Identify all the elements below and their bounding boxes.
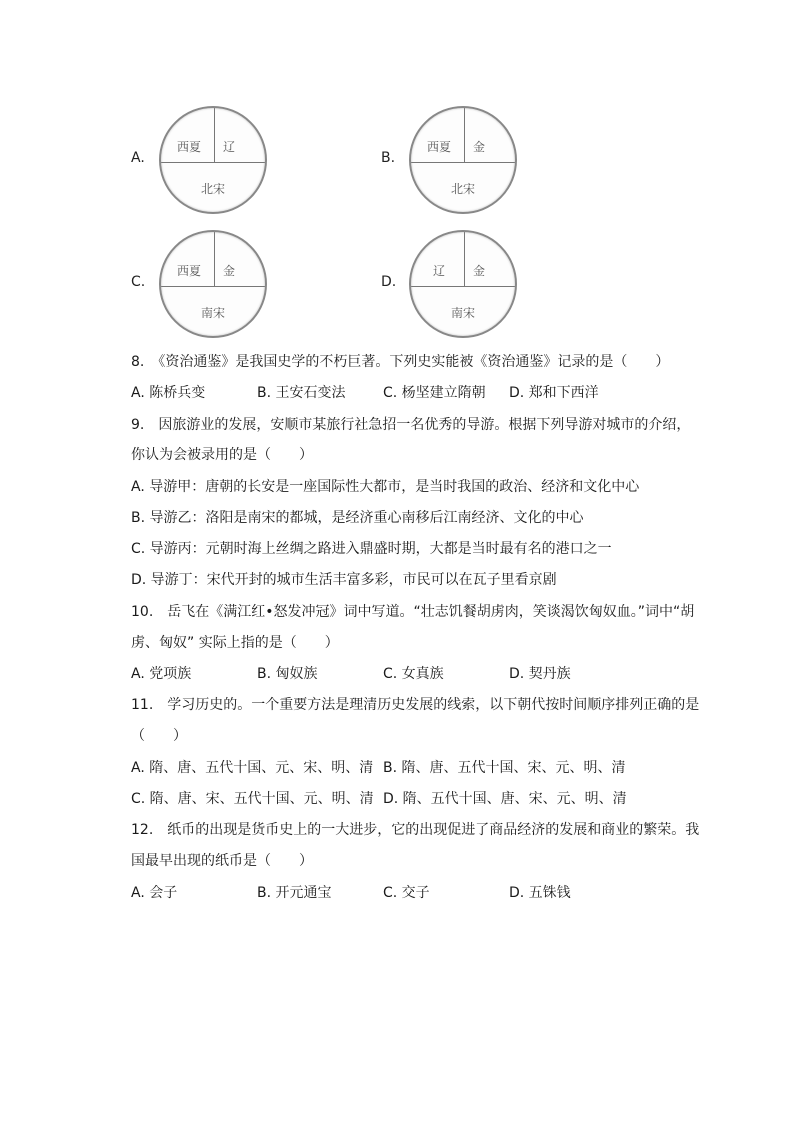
question-9-stem-line2: 你认为会被录用的是（ ） [131,447,313,463]
region-label: 北宋 [450,182,475,196]
region-label: 金 [223,264,236,278]
option-b: B. 开元通宝 [257,885,332,901]
option-d: D. 五铢钱 [509,885,571,901]
region-label: 西夏 [427,140,452,154]
option-b: B. 王安石变法 [257,385,346,401]
option-d: D. 隋、五代十国、唐、宋、元、明、清 [383,791,627,807]
region-label: 辽 [223,140,236,154]
region-label: 北宋 [200,182,225,196]
region-label: 西夏 [177,264,202,278]
diagram-row-2 [0,230,794,340]
question-9-option-c: C. 导游丙：元朝时海上丝绸之路进入鼎盛时期，大都是当时最有名的港口之一 [131,541,612,557]
question-9-option-b: B. 导游乙：洛阳是南宋的都城，是经济重心南移后江南经济、文化的中心 [131,510,584,526]
option-letter: C. [131,274,146,290]
option-c: C. 隋、唐、宋、五代十国、元、明、清 [131,791,374,807]
question-12-options [131,884,731,902]
question-9-stem-line1: 9. 因旅游业的发展，安顺市某旅行社急招一名优秀的导游。根据下列导游对城市的介绍， [131,417,691,433]
region-label: 金 [473,140,486,154]
region-label: 金 [473,264,486,278]
territory-circle [159,106,267,214]
question-11-options-row2 [131,790,731,808]
territory-circle [409,106,517,214]
diagram-row-1 [0,106,794,216]
option-a: A. 陈桥兵变 [131,385,206,401]
question-11-stem-line1: 11. 学习历史的。一个重要方法是理清历史发展的线索，以下朝代按时间顺序排列正确的是 [131,697,700,713]
region-label: 南宋 [450,306,475,320]
question-10-stem-line1: 10. 岳飞在《满江红•怒发冲冠》词中写道。“壮志饥餐胡虏肉，笑谈渴饮匈奴血。”词中“胡 [131,604,695,620]
question-9-option-d: D. 导游丁：宋代开封的城市生活丰富多彩，市民可以在瓦子里看京剧 [131,572,557,588]
option-b: B. 匈奴族 [257,666,318,682]
option-b: B. 隋、唐、五代十国、宋、元、明、清 [383,760,626,776]
option-letter: A. [131,150,145,166]
option-d: D. 契丹族 [509,666,571,682]
option-letter: D. [381,274,397,290]
option-a: A. 会子 [131,885,178,901]
question-12-stem-line1: 12. 纸币的出现是货币史上的一大进步，它的出现促进了商品经济的发展和商业的繁荣。我 [131,822,700,838]
option-letter: B. [381,150,396,166]
question-8-stem: 8. 《资治通鉴》是我国史学的不朽巨著。下列史实能被《资治通鉴》记录的是（ ） [131,354,670,370]
option-c: C. 女真族 [383,666,444,682]
question-9-option-a: A. 导游甲：唐朝的长安是一座国际性大都市，是当时我国的政治、经济和文化中心 [131,479,640,495]
question-11-stem-line2: （ ） [131,728,187,744]
territory-circle [159,230,267,338]
question-10-stem-line2: 虏、匈奴” 实际上指的是（ ） [131,635,339,651]
option-d: D. 郑和下西洋 [509,385,599,401]
option-c: C. 杨坚建立隋朝 [383,385,486,401]
question-10-options [131,665,731,683]
question-12-stem-line2: 国最早出现的纸币是（ ） [131,853,313,869]
territory-circle [409,230,517,338]
option-c: C. 交子 [383,885,430,901]
region-label: 辽 [433,264,446,278]
question-11-options-row1 [131,759,731,777]
question-8-options [131,384,731,402]
option-a: A. 党项族 [131,666,192,682]
region-label: 南宋 [200,306,225,320]
option-a: A. 隋、唐、五代十国、元、宋、明、清 [131,760,374,776]
region-label: 西夏 [177,140,202,154]
